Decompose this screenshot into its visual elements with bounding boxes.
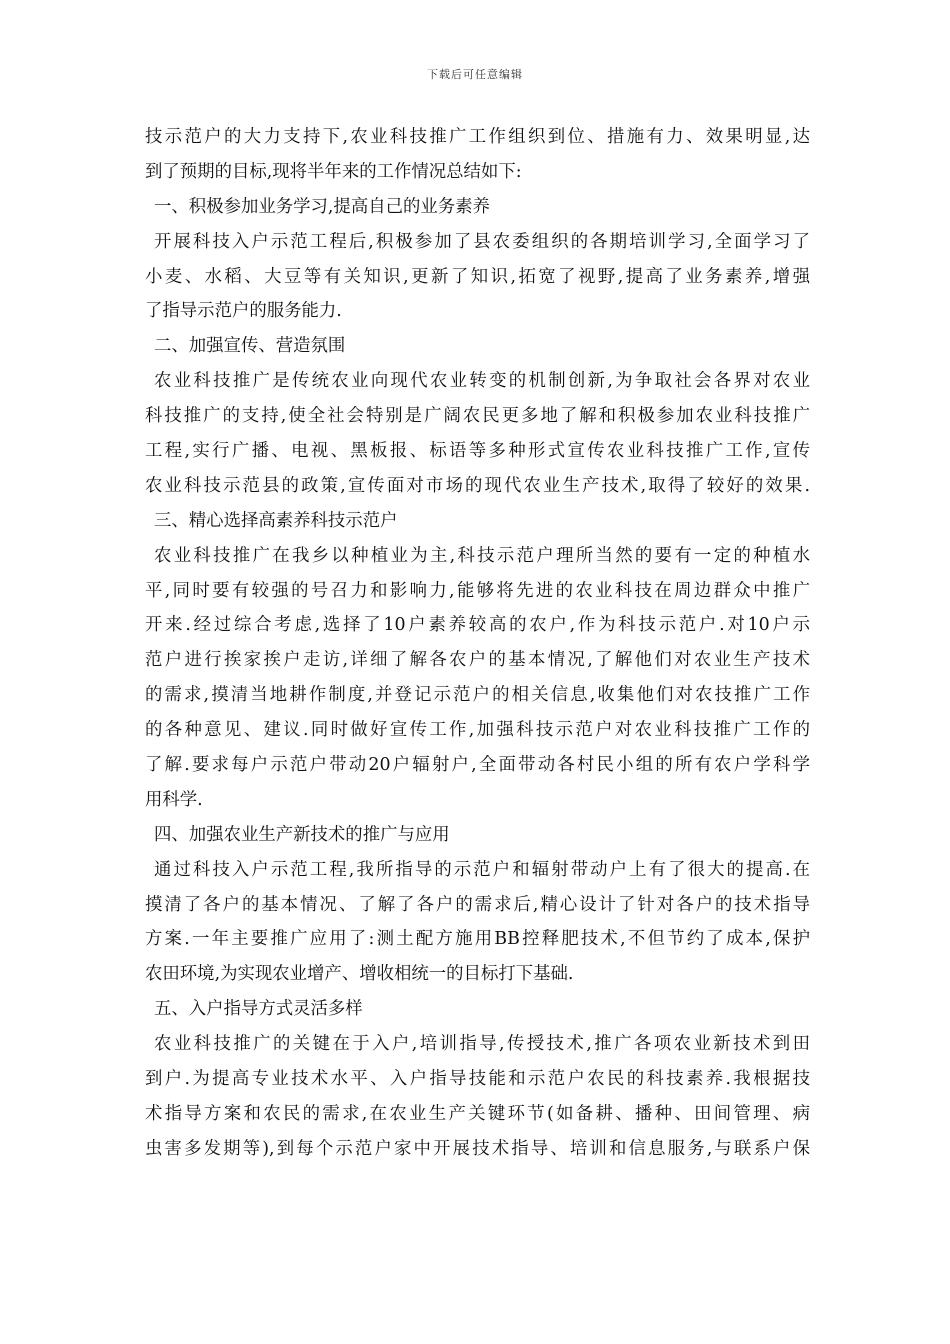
text-line: 的各种意见、建议.同时做好宣传工作,加强科技示范户对农业科技推广工作的 [145,720,810,741]
text-line: 农业科技示范县的政策,宣传面对市场的现代农业生产技术,取得了较好的效果. [145,475,810,496]
text-line: 范户进行挨家挨户走访,详细了解各农户的基本情况,了解他们对农业生产技术 [145,650,810,671]
text-line: 到户.为提高专业技术水平、入户指导技能和示范户农民的科技素养.我根据技 [145,1069,810,1090]
text-line: 了解.要求每户示范户带动20户辐射户,全面带动各村民小组的所有农户学科学 [145,755,810,776]
text-line: 工程,实行广播、电视、黑板报、标语等多种形式宣传农业科技推广工作,宣传 [145,441,810,462]
text-line: 到了预期的目标,现将半年来的工作情况总结如下: [145,161,522,182]
text-line: 开展科技入户示范工程后,积极参加了县农委组织的各期培训学习,全面学习了 [154,231,810,252]
text-line: 虫害多发期等),到每个示范户家中开展技术指导、培训和信息服务,与联系户保 [145,1138,810,1159]
section-heading: 二、加强宣传、营造氛围 [154,336,346,357]
page-header: 下载后可任意编辑 [427,68,523,81]
section-heading: 三、精心选择高素养科技示范户 [154,510,398,531]
text-line: 农田环境,为实现农业增产、增收相统一的目标打下基础. [145,964,574,985]
text-line: 小麦、水稻、大豆等有关知识,更新了知识,拓宽了视野,提高了业务素养,增强 [145,266,810,287]
document-body [145,120,810,1167]
text-line: 农业科技推广是传统农业向现代农业转变的机制创新,为争取社会各界对农业 [154,371,810,392]
text-line: 科技推广的支持,使全社会特别是广阔农民更多地了解和积极参加农业科技推广 [145,406,810,427]
text-line: 用科学. [145,789,203,810]
text-line: 的需求,摸清当地耕作制度,并登记示范户的相关信息,收集他们对农技推广工作 [145,685,810,706]
text-line: 术指导方案和农民的需求,在农业生产关键环节(如备耕、播种、田间管理、病 [145,1103,810,1124]
section-heading: 一、积极参加业务学习,提高自己的业务素养 [154,196,490,217]
text-line: 摸清了各户的基本情况、了解了各户的需求后,精心设计了针对各户的技术指导 [145,894,810,915]
text-line: 技示范户的大力支持下,农业科技推广工作组织到位、措施有力、效果明显,达 [145,127,810,147]
text-line: 了指导示范户的服务能力. [145,301,342,322]
text-line: 农业科技推广在我乡以种植业为主,科技示范户理所当然的要有一定的种植水 [154,545,810,566]
text-line: 平,同时要有较强的号召力和影响力,能够将先进的农业科技在周边群众中推广 [145,580,810,601]
text-line: 开来.经过综合考虑,选择了10户素养较高的农户,作为科技示范户.对10户示 [145,615,810,636]
text-line: 方案.一年主要推广应用了:测土配方施用BB控释肥技术,不但节约了成本,保护 [145,929,810,950]
text-line: 农业科技推广的关键在于入户,培训指导,传授技术,推广各项农业新技术到田 [154,1034,810,1055]
section-heading: 五、入户指导方式灵活多样 [154,999,363,1020]
text-line: 通过科技入户示范工程,我所指导的示范户和辐射带动户上有了很大的提高.在 [154,859,810,880]
section-heading: 四、加强农业生产新技术的推广与应用 [154,824,450,845]
